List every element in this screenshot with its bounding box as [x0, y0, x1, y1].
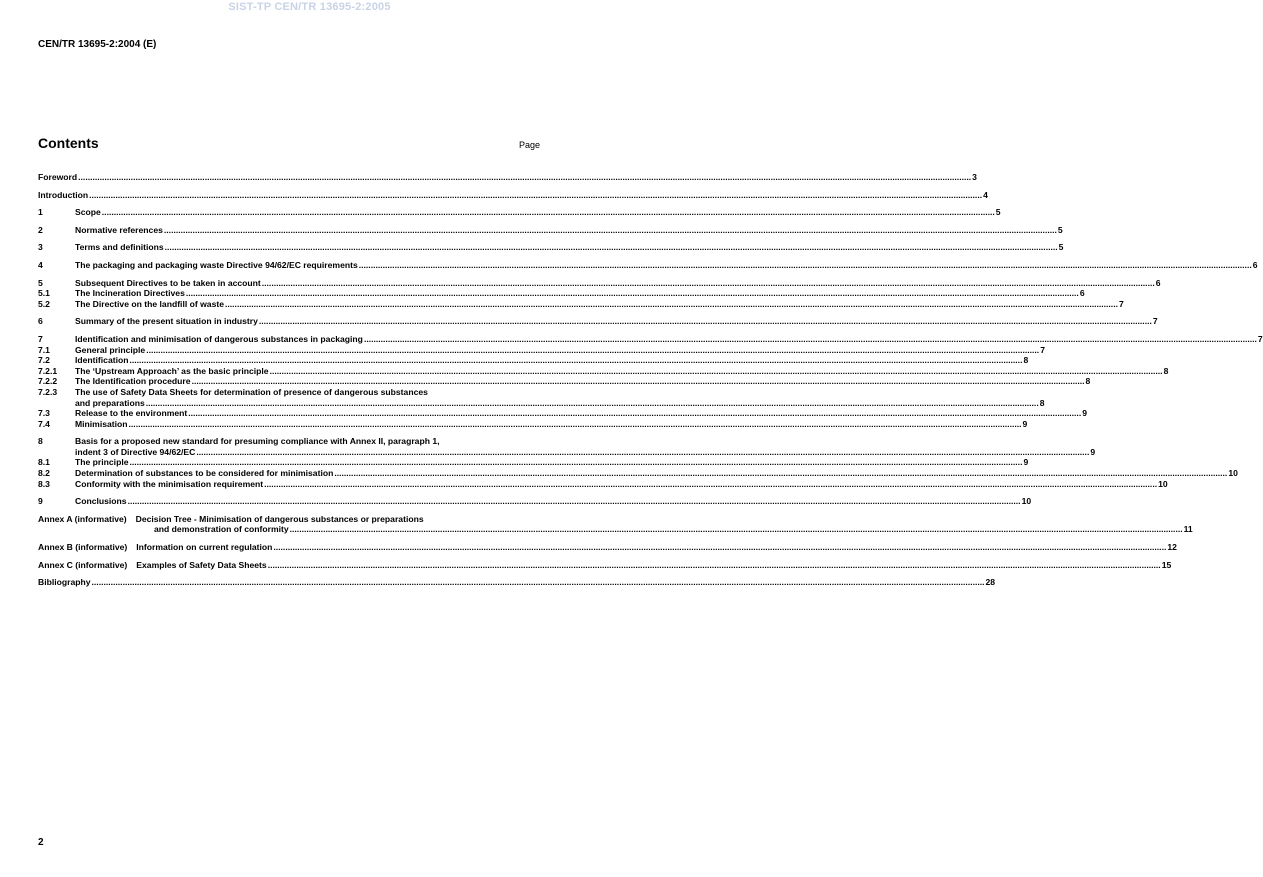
toc-title: Identification and minimisation of dangerous substances in packaging	[75, 333, 363, 344]
dot-leader	[165, 242, 1058, 253]
page-title: Contents	[38, 135, 99, 151]
toc-number: 7	[38, 333, 43, 344]
toc-entry-7-2-2[interactable]	[38, 376, 1091, 387]
toc-entry-2[interactable]	[38, 224, 1063, 236]
toc-page: 7	[1118, 298, 1124, 309]
dot-leader	[146, 345, 1039, 356]
toc-title: Terms and definitions	[75, 242, 164, 253]
toc-number: 3	[38, 242, 43, 253]
toc-number: 7.1	[38, 344, 50, 355]
toc-title: Scope	[75, 207, 101, 218]
toc-title: General principle	[75, 344, 146, 355]
toc-page: 11	[1183, 524, 1193, 535]
toc-entry-7-3[interactable]	[38, 408, 1087, 419]
annex-prefix: Annex A (informative)	[38, 513, 127, 524]
toc-entry-8-3[interactable]	[38, 478, 1168, 490]
toc-number: 1	[38, 207, 43, 218]
dot-leader	[273, 542, 1166, 553]
toc-entry-annex-c[interactable]	[38, 559, 1172, 571]
toc-page: 28	[985, 577, 996, 588]
toc-title: The Identification procedure	[75, 376, 191, 387]
toc-page: 7	[1257, 333, 1263, 344]
dot-leader	[334, 468, 1227, 479]
toc-page: 3	[972, 172, 977, 182]
dot-leader	[359, 260, 1252, 271]
toc-page: 6	[1252, 259, 1258, 270]
toc-number: 7.3	[38, 408, 50, 419]
toc-page: 9	[1082, 408, 1087, 419]
dot-leader	[146, 398, 1039, 409]
annex-prefix: Annex C (informative)	[38, 559, 128, 570]
toc-entry-1[interactable]	[38, 207, 1001, 218]
toc-number: 8.1	[38, 457, 50, 468]
toc-entry-3[interactable]	[38, 242, 1064, 253]
toc-title: Examples of Safety Data Sheets	[136, 559, 267, 570]
toc-page: 7	[1040, 344, 1045, 355]
toc-title: Release to the environment	[75, 408, 188, 419]
document-reference: CEN/TR 13695-2:2004 (E)	[38, 39, 157, 50]
dot-leader	[264, 479, 1157, 490]
toc-entry-6[interactable]	[38, 316, 1158, 327]
toc-page: 9	[1022, 418, 1028, 429]
toc-number: 7.2	[38, 355, 50, 366]
page-number: 2	[38, 837, 44, 848]
toc-number: 8.3	[38, 478, 50, 489]
toc-page: 6	[1079, 288, 1085, 299]
toc-title: Normative references	[75, 224, 163, 235]
toc-page: 12	[1167, 542, 1177, 553]
toc-title: Bibliography	[38, 577, 91, 588]
dot-leader	[196, 447, 1089, 458]
toc-entry-9[interactable]	[38, 496, 1032, 507]
toc-entry-bibliography[interactable]	[38, 577, 996, 588]
dot-leader	[270, 366, 1163, 377]
dot-leader	[129, 419, 1022, 430]
toc-title: Foreword	[38, 172, 78, 182]
toc-entry-7-4[interactable]	[38, 418, 1028, 430]
toc-title-line-1: Basis for a proposed new standard for presuming compliance with Annex II, paragraph 1,	[75, 436, 440, 447]
toc-title-line-2: indent 3 of Directive 94/62/EC	[75, 446, 196, 457]
toc-title-line-2: and demonstration of conformity	[154, 524, 289, 535]
toc-entry-5-1[interactable]	[38, 288, 1085, 299]
toc-title: Subsequent Directives to be taken in account	[75, 277, 261, 288]
dot-leader	[290, 524, 1183, 535]
toc-title-line-1: The use of Safety Data Sheets for determination of presence of dangerous substances	[75, 386, 428, 397]
dot-leader	[186, 288, 1079, 299]
toc-entry-7-2-3[interactable]	[38, 386, 1045, 408]
dot-leader	[78, 172, 971, 183]
toc-page: 6	[1155, 277, 1161, 288]
toc-entry-annex-a[interactable]	[38, 513, 1193, 535]
dot-leader	[128, 496, 1021, 507]
toc-title: The principle	[75, 457, 129, 468]
toc-number: 7.2.3	[38, 386, 58, 397]
dot-leader	[364, 334, 1257, 345]
toc-number: 8	[38, 436, 43, 447]
toc-page: 5	[1058, 242, 1064, 253]
toc-title: Conclusions	[75, 496, 127, 507]
toc-entry-annex-b[interactable]	[38, 542, 1177, 553]
toc-title: Determination of substances to be considered for minimisation	[75, 468, 334, 479]
toc-title: The Incineration Directives	[75, 288, 185, 299]
toc-entry-5[interactable]	[38, 277, 1161, 289]
toc-page: 4	[983, 189, 988, 200]
toc-page: 8	[1085, 376, 1091, 387]
toc-page: 10	[1228, 468, 1238, 479]
toc-entry-7-2-1[interactable]	[38, 365, 1169, 377]
toc-number: 5.1	[38, 288, 50, 299]
toc-title: The Directive on the landfill of waste	[75, 298, 224, 309]
toc-page: 9	[1090, 446, 1096, 457]
toc-title-line-1: Decision Tree - Minimisation of dangerous substances or preparations	[135, 513, 424, 524]
toc-number: 8.2	[38, 468, 50, 479]
toc-entry-7[interactable]	[38, 333, 1263, 345]
toc-page: 5	[1057, 224, 1063, 235]
toc-entry-8-1[interactable]	[38, 457, 1029, 468]
dot-leader	[89, 190, 982, 201]
toc-page: 10	[1021, 496, 1032, 507]
page-column-label: Page	[519, 140, 541, 150]
dot-leader	[268, 560, 1161, 571]
toc-entry-8[interactable]	[38, 436, 1096, 457]
toc-title: Identification	[75, 355, 129, 366]
toc-title-line-2: and preparations	[75, 397, 145, 408]
toc-entry-introduction[interactable]	[38, 189, 988, 201]
toc-number: 9	[38, 496, 43, 507]
toc-number: 6	[38, 316, 43, 327]
toc-page: 8	[1163, 365, 1169, 376]
toc-number: 5	[38, 277, 43, 288]
toc-entry-4[interactable]	[38, 259, 1258, 271]
toc-entry-7-1[interactable]	[38, 344, 1045, 356]
watermark: SIST-TP CEN/TR 13695-2:2005	[228, 1, 391, 13]
dot-leader	[225, 299, 1118, 310]
toc-page: 5	[995, 207, 1001, 218]
toc-number: 5.2	[38, 298, 50, 309]
toc-number: 7.2.2	[38, 376, 58, 387]
toc-page: 9	[1023, 457, 1029, 468]
dot-leader	[192, 376, 1085, 387]
dot-leader	[259, 316, 1152, 327]
toc-page: 8	[1039, 397, 1045, 408]
dot-leader	[164, 225, 1057, 236]
toc-page: 7	[1152, 316, 1158, 327]
dot-leader	[129, 457, 1022, 468]
toc-title: The packaging and packaging waste Directive 94/62/EC requirements	[75, 259, 358, 270]
toc-page: 10	[1158, 478, 1168, 489]
dot-leader	[129, 355, 1022, 366]
toc-page: 15	[1161, 559, 1172, 570]
toc-entry-8-2[interactable]	[38, 468, 1238, 479]
toc-number: 7.2.1	[38, 365, 58, 376]
toc-title: The ‘Upstream Approach’ as the basic principle	[75, 365, 269, 376]
toc-title: Introduction	[38, 189, 89, 200]
toc-page: 8	[1023, 355, 1029, 366]
toc-number: 7.4	[38, 418, 50, 429]
toc-number: 2	[38, 224, 43, 235]
dot-leader	[262, 278, 1155, 289]
dot-leader	[102, 207, 995, 218]
toc-number: 4	[38, 259, 43, 270]
toc-title: Summary of the present situation in industry	[75, 316, 258, 327]
table-of-contents	[38, 172, 1263, 588]
toc-entry-5-2[interactable]	[38, 298, 1124, 310]
toc-title: Minimisation	[75, 418, 128, 429]
dot-leader	[92, 577, 985, 588]
toc-title: Information on current regulation	[136, 542, 273, 553]
dot-leader	[188, 408, 1081, 419]
toc-entry-foreword[interactable]	[38, 172, 977, 183]
toc-title: Conformity with the minimisation requirement	[75, 478, 264, 489]
annex-prefix: Annex B (informative)	[38, 542, 128, 553]
toc-entry-7-2[interactable]	[38, 355, 1029, 366]
